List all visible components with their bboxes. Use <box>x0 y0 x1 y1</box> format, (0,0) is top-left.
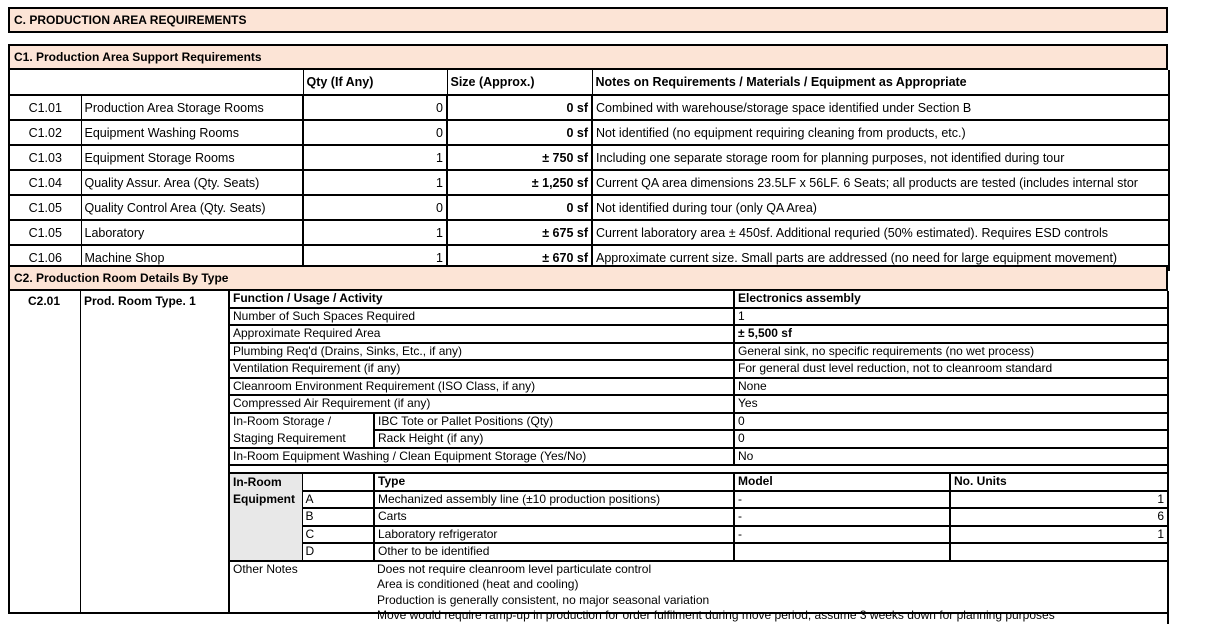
c2-room-type-column <box>80 291 230 614</box>
detail-label: Compressed Air Requirement (if any) <box>230 395 734 413</box>
blank-cell <box>302 473 374 491</box>
blank-cell <box>9 70 81 95</box>
notes-row <box>230 593 1168 609</box>
washing-label: In-Room Equipment Washing / Clean Equipment Storage (Yes/No) <box>230 448 734 466</box>
spacer-cell <box>230 465 1168 473</box>
detail-row <box>230 395 1168 413</box>
equipment-header-row <box>230 473 1168 491</box>
rack-value: 0 <box>734 430 1168 448</box>
notes-row <box>230 561 1168 578</box>
detail-row <box>230 325 1168 343</box>
row-notes: Current QA area dimensions 23.5LF x 56LF. 6 Seats; all products are tested (includes internal stor <box>592 170 1169 195</box>
c2-details-table <box>230 291 1169 624</box>
storage-label-1: In-Room Storage / <box>233 414 332 429</box>
equipment-units: 6 <box>950 508 1168 526</box>
equipment-letter: B <box>302 508 374 526</box>
detail-value: None <box>734 378 1168 396</box>
function-value: Electronics assembly <box>734 291 1168 308</box>
row-qty: 0 <box>303 195 447 220</box>
row-qty: 1 <box>303 245 447 270</box>
detail-label: Ventilation Requirement (if any) <box>230 360 734 378</box>
row-notes: Approximate current size. Small parts are addressed (no need for large equipment movement) <box>592 245 1169 270</box>
row-notes: Including one separate storage room for planning purposes, not identified during tour <box>592 145 1169 170</box>
equipment-letter: A <box>302 491 374 509</box>
row-qty: 0 <box>303 120 447 145</box>
equipment-units <box>950 543 1168 561</box>
detail-value: For general dust level reduction, not to cleanroom standard <box>734 360 1168 378</box>
c1-table <box>8 70 1170 271</box>
equipment-row <box>230 526 1168 544</box>
section-c-header <box>8 7 1168 33</box>
row-code: C1.03 <box>9 145 81 170</box>
equipment-label-blank <box>230 543 302 561</box>
row-code: C1.02 <box>9 120 81 145</box>
equipment-row <box>230 543 1168 561</box>
row-qty: 1 <box>303 145 447 170</box>
equipment-row <box>230 508 1168 526</box>
other-notes-line: Move would require ramp-up in production for order fulfilment during move period; assume 3 weeks down for planning purposes <box>374 608 1168 624</box>
type-header: Type <box>374 473 734 491</box>
detail-value: General sink, no specific requirements (no wet process) <box>734 343 1168 361</box>
equipment-type: Other to be identified <box>374 543 734 561</box>
storage-row-1 <box>230 413 1168 431</box>
row-size: ± 670 sf <box>447 245 592 270</box>
row-name: Equipment Storage Rooms <box>81 145 303 170</box>
c2-header <box>8 265 1168 291</box>
notes-header: Notes on Requirements / Materials / Equipment as Appropriate <box>592 70 1169 95</box>
row-code: C1.05 <box>9 195 81 220</box>
equipment-model: - <box>734 491 950 509</box>
row-size: ± 1,250 sf <box>447 170 592 195</box>
detail-label: Cleanroom Environment Requirement (ISO Class, if any) <box>230 378 734 396</box>
row-name: Production Area Storage Rooms <box>81 95 303 120</box>
c2-code: C2.01 <box>27 294 61 308</box>
row-code: C1.06 <box>9 245 81 270</box>
detail-value: 1 <box>734 308 1168 326</box>
equipment-label-blank <box>230 526 302 544</box>
equipment-units: 1 <box>950 491 1168 509</box>
blank-cell <box>81 70 303 95</box>
equipment-label-blank <box>230 508 302 526</box>
c1-row <box>9 170 1169 195</box>
washing-value: No <box>734 448 1168 466</box>
equipment-model <box>734 543 950 561</box>
notes-row <box>230 577 1168 593</box>
other-notes-blank <box>230 608 374 624</box>
row-notes: Combined with warehouse/storage space identified under Section B <box>592 95 1169 120</box>
c1-header <box>8 44 1168 70</box>
size-header: Size (Approx.) <box>447 70 592 95</box>
row-code: C1.05 <box>9 220 81 245</box>
row-name: Laboratory <box>81 220 303 245</box>
row-notes: Not identified (no equipment requiring cleaning from products, etc.) <box>592 120 1169 145</box>
row-name: Machine Shop <box>81 245 303 270</box>
function-label: Function / Usage / Activity <box>230 291 734 308</box>
row-qty: 0 <box>303 95 447 120</box>
equipment-label-2: Equipment <box>230 491 302 509</box>
row-name: Quality Assur. Area (Qty. Seats) <box>81 170 303 195</box>
detail-row <box>230 378 1168 396</box>
rack-label: Rack Height (if any) <box>374 430 734 448</box>
equipment-model: - <box>734 526 950 544</box>
c2-title: C2. Production Room Details By Type <box>14 271 229 285</box>
spacer-row <box>230 465 1168 473</box>
other-notes-blank <box>230 577 374 593</box>
row-size: 0 sf <box>447 95 592 120</box>
c1-title: C1. Production Area Support Requirements <box>14 50 262 64</box>
function-row <box>230 291 1168 308</box>
row-size: ± 750 sf <box>447 145 592 170</box>
c1-row <box>9 195 1169 220</box>
detail-label: Plumbing Req'd (Drains, Sinks, Etc., if any) <box>230 343 734 361</box>
equipment-row <box>230 491 1168 509</box>
detail-value: ± 5,500 sf <box>734 325 1168 343</box>
other-notes-line: Does not require cleanroom level particulate control <box>374 561 1168 578</box>
c2-room-type: Prod. Room Type. 1 <box>84 294 196 308</box>
row-name: Equipment Washing Rooms <box>81 120 303 145</box>
other-notes-label: Other Notes <box>233 561 298 576</box>
equipment-units: 1 <box>950 526 1168 544</box>
other-notes-line: Production is generally consistent, no major seasonal variation <box>374 593 1168 609</box>
row-size: 0 sf <box>447 120 592 145</box>
row-qty: 1 <box>303 170 447 195</box>
detail-label: Number of Such Spaces Required <box>230 308 734 326</box>
notes-row <box>230 608 1168 624</box>
row-name: Quality Control Area (Qty. Seats) <box>81 195 303 220</box>
storage-label-2: Staging Requirement <box>230 430 374 448</box>
equipment-label-1: In-Room <box>230 473 302 491</box>
equipment-type: Laboratory refrigerator <box>374 526 734 544</box>
detail-row <box>230 343 1168 361</box>
units-header: No. Units <box>950 473 1168 491</box>
detail-label: Approximate Required Area <box>230 325 734 343</box>
c1-row <box>9 145 1169 170</box>
other-notes-line: Area is conditioned (heat and cooling) <box>374 577 1168 593</box>
model-header: Model <box>734 473 950 491</box>
row-size: 0 sf <box>447 195 592 220</box>
washing-row <box>230 448 1168 466</box>
detail-row <box>230 360 1168 378</box>
row-notes: Current laboratory area ± 450sf. Additional requried (50% estimated). Requires ESD controls <box>592 220 1169 245</box>
equipment-letter: D <box>302 543 374 561</box>
c1-row <box>9 95 1169 120</box>
row-qty: 1 <box>303 220 447 245</box>
detail-value: Yes <box>734 395 1168 413</box>
section-c-title: C. PRODUCTION AREA REQUIREMENTS <box>14 13 247 27</box>
c1-header-row <box>9 70 1169 95</box>
row-size: ± 675 sf <box>447 220 592 245</box>
equipment-type: Mechanized assembly line (±10 production positions) <box>374 491 734 509</box>
detail-row <box>230 308 1168 326</box>
tote-value: 0 <box>734 413 1168 431</box>
tote-label: IBC Tote or Pallet Positions (Qty) <box>374 413 734 431</box>
equipment-letter: C <box>302 526 374 544</box>
equipment-type: Carts <box>374 508 734 526</box>
row-notes: Not identified during tour (only QA Area) <box>592 195 1169 220</box>
row-code: C1.04 <box>9 170 81 195</box>
c1-row <box>9 220 1169 245</box>
storage-row-2 <box>230 430 1168 448</box>
c1-row <box>9 120 1169 145</box>
equipment-model: - <box>734 508 950 526</box>
row-code: C1.01 <box>9 95 81 120</box>
other-notes-blank <box>230 593 374 609</box>
qty-header: Qty (If Any) <box>303 70 447 95</box>
